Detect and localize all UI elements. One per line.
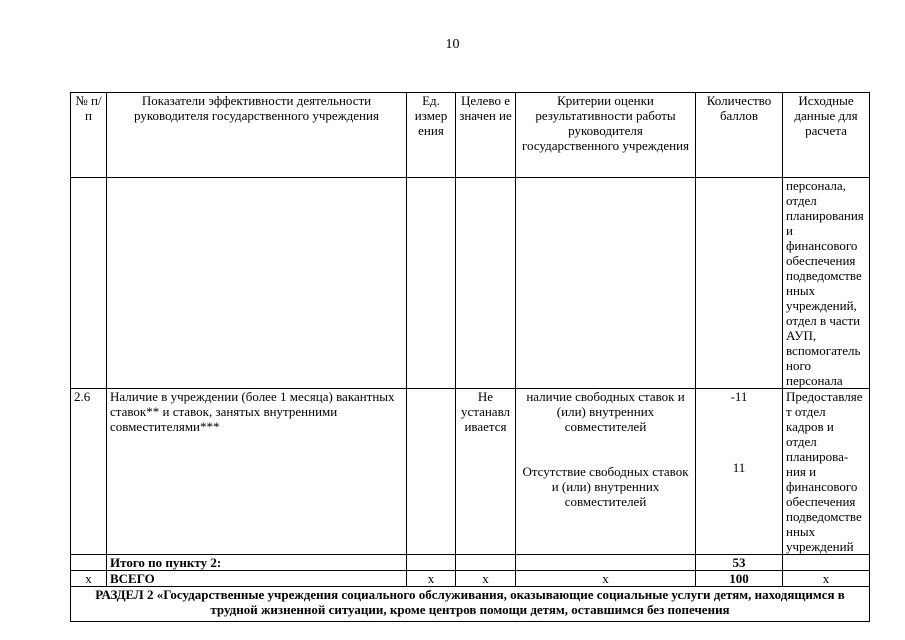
points-2: 11 (732, 460, 746, 475)
header-num: № п/п (71, 93, 107, 178)
page-number: 10 (445, 37, 460, 52)
row-2-6-criteria (516, 389, 696, 555)
header-target: Целево е значен ие (456, 93, 516, 178)
cell-empty (456, 178, 516, 389)
row-2-6-indicator: Наличие в учреждении (более 1 месяца) вакантных ставок** и ставок, занятых внутренними совместителями*** (107, 389, 407, 555)
cell-empty (107, 178, 407, 389)
cell-empty (516, 555, 696, 571)
row-2-6-num: 2.6 (71, 389, 107, 555)
total-source: x (783, 571, 870, 587)
indicators-table (70, 92, 870, 622)
header-points: Количество баллов (696, 93, 783, 178)
row-2-6-target: Не устанавл ивается (456, 389, 516, 555)
row-2-6-source: Предоставляе т отдел кадров и отдел планирова-ния и финансового обеспечения подведомстве нных учреждений (783, 389, 870, 555)
table-row-continuation (71, 178, 870, 389)
cell-empty (456, 555, 516, 571)
table-row-2-6 (71, 389, 870, 555)
points-1: -11 (730, 389, 748, 404)
header-unit: Ед. измер ения (407, 93, 456, 178)
criterion-2: Отсутствие свободных ставок и (или) внутренних совместителей (522, 464, 689, 509)
table-row-subtotal (71, 555, 870, 571)
total-unit: x (407, 571, 456, 587)
total-points: 100 (696, 571, 783, 587)
header-criteria: Критерии оценки результативности работы руководителя государственного учреждения (516, 93, 696, 178)
continuation-source: персонала, отдел планирования и финансового обеспечения подведомстве нных учреждений, отдел в части АУП, вспомогатель ного персонала (783, 178, 870, 389)
criterion-1: наличие свободных ставок и (или) внутренних совместителей (526, 389, 685, 434)
table-row-section (71, 587, 870, 622)
header-indicators: Показатели эффективности деятельности руководителя государственного учреждения (107, 93, 407, 178)
table-header-row (71, 93, 870, 178)
header-source: Исходные данные для расчета (783, 93, 870, 178)
total-num: x (71, 571, 107, 587)
cell-empty (516, 178, 696, 389)
subtotal-points: 53 (696, 555, 783, 571)
table-row-total (71, 571, 870, 587)
cell-empty (696, 178, 783, 389)
subtotal-label: Итого по пункту 2: (107, 555, 407, 571)
cell-empty (407, 178, 456, 389)
cell-empty (407, 555, 456, 571)
cell-empty (783, 555, 870, 571)
cell-empty (71, 555, 107, 571)
total-criteria: x (516, 571, 696, 587)
total-target: x (456, 571, 516, 587)
row-2-6-points (696, 389, 783, 555)
cell-empty (407, 389, 456, 555)
total-label: ВСЕГО (107, 571, 407, 587)
cell-empty (71, 178, 107, 389)
section-2-heading: РАЗДЕЛ 2 «Государственные учреждения социального обслуживания, оказывающие социальные услуги детям, находящимся в трудной жизненной ситуации, кроме центров помощи детям, оставшимся без попечения (71, 587, 870, 622)
